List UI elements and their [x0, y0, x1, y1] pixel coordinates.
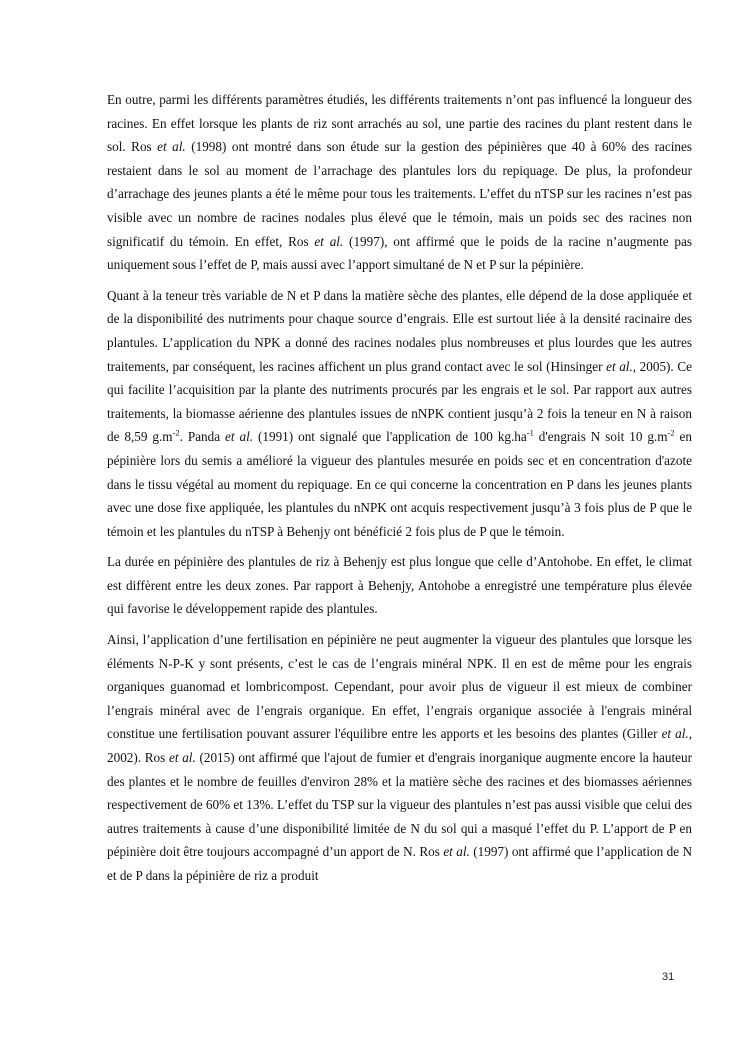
paragraph	[107, 88, 692, 277]
superscript: -1	[526, 427, 534, 438]
citation-et-al: et al.	[314, 233, 344, 249]
paragraph	[107, 284, 692, 544]
citation-et-al: et al.	[443, 844, 470, 860]
text-run: (1997), ont affirmé que le poids de la racine n’augmente pas uniquement sous l’effet de P, mais aussi avec l’apport simultané de N et P sur la pépinière.	[107, 233, 692, 273]
text-run: (2015) ont affirmé que l'ajout de fumier et d'engrais inorganique augmente encore la hauteur des plantes et le nombre de feuilles d'environ 28% et la matière sèche des racines et des biomasses aériennes respectivement de 60% et 13%. L’effet du TSP sur la vigueur des plantules n’est pas aussi visible que celui des autres traitements à cause d’une disponibilité limitée de N du sol qui a masqué l’effet du P. L’apport de P en pépinière doit être toujours accompagné d’un apport de N. Ros	[107, 750, 693, 860]
page-number: 31	[662, 971, 675, 983]
text-run: . Panda	[179, 429, 226, 445]
text-run: d'engrais N soit 10 g.m	[533, 429, 668, 445]
text-run: (1991) ont signalé que l'application de 100 kg.ha	[253, 429, 527, 445]
text-run: (1997) ont affirmé que l’application de N et de P dans la pépinière de riz a produit	[107, 844, 692, 883]
paragraph	[107, 550, 692, 621]
text-run: Quant à la teneur très variable de N et P dans la matière sèche des plantes, elle dépend de la dose appliquée et de la disponibilité des nutriments pour chaque source d’engrais. Elle est surtout liée à la densité racinaire des plantules. L’application du NPK a donné des racines nodales plus nombreuses et plus lourdes que les autres traitements, par conséquent, les racines affichent un plus grand contact avec le sol (Hinsinger	[107, 287, 692, 374]
citation-et-al: et al.	[169, 750, 196, 766]
superscript: -2	[667, 427, 675, 438]
citation-et-al: et al.	[606, 358, 633, 374]
text-run: en pépinière lors du semis a amélioré la vigueur des plantules mesurée en poids sec et en concentration d'azote dans le tissu végétal au moment du repiquage. En ce qui concerne la concentration en P dans les jeunes plants avec une dose fixe appliquée, les plantules du nNPK ont acquis respectivement jusqu’à 3 fois plus de P que le témoin et les plantules du nTSP à Behenjy ont bénéficié 2 fois plus de P que le témoin.	[107, 429, 692, 539]
body-text	[107, 88, 692, 895]
citation-et-al: et al.	[157, 139, 186, 155]
paragraph	[107, 628, 692, 888]
citation-et-al: et al.	[225, 429, 254, 445]
text-run: La durée en pépinière des plantules de riz à Behenjy est plus longue que celle d’Antohobe. En effet, le climat est diffèrent entre les deux zones. Par rapport à Behenjy, Antohobe a enregistré une température plus élevée qui favorise le développement rapide des plantules.	[107, 554, 692, 617]
text-run: (1998) ont montré dans son étude sur la gestion des pépinières que 40 à 60% des racines restaient dans le sol au moment de l’arrachage des plantules lors du repiquage. De plus, la profondeur d’arrachage des jeunes plants a été le même pour tous les traitements. L’effet du nTSP sur les racines n’est pas visible avec un nombre de racines nodales plus élevé que le témoin, mais un poids sec des racines non significatif du témoin. En effet, Ros	[107, 139, 692, 249]
text-run: , 2002). Ros	[107, 726, 692, 766]
text-run: Ainsi, l’application d’une fertilisation en pépinière ne peut augmenter la vigueur des plantules que lorsque les éléments N-P-K y sont présents, c’est le cas de l’engrais minéral NPK. Il en est de même pour les engrais organiques guanomad et lombricompost. Cependant, pour avoir plus de vigueur il est mieux de combiner l’engrais minéral avec de l’engrais organique. En effet, l’engrais organique associée à l'engrais minéral constitue une fertilisation pouvant assurer l'équilibre entre les apports et les besoins des plantes (Giller	[107, 632, 692, 742]
citation-et-al: et al.	[661, 726, 689, 742]
superscript: -2	[172, 427, 180, 438]
text-run: , 2005). Ce qui facilite l’acquisition par la plante des nutriments procurés par les engrais et le sol. Par rapport aux autres traitements, la biomasse aérienne des plantules issues de nNPK contient jusqu’à 2 fois la teneur en N à raison de 8,59 g.m	[107, 358, 692, 445]
text-run: En outre, parmi les différents paramètres étudiés, les différents traitements n’ont pas influencé la longueur des racines. En effet lorsque les plants de riz sont arrachés au sol, une partie des racines du plant restent dans le sol. Ros	[107, 92, 692, 155]
